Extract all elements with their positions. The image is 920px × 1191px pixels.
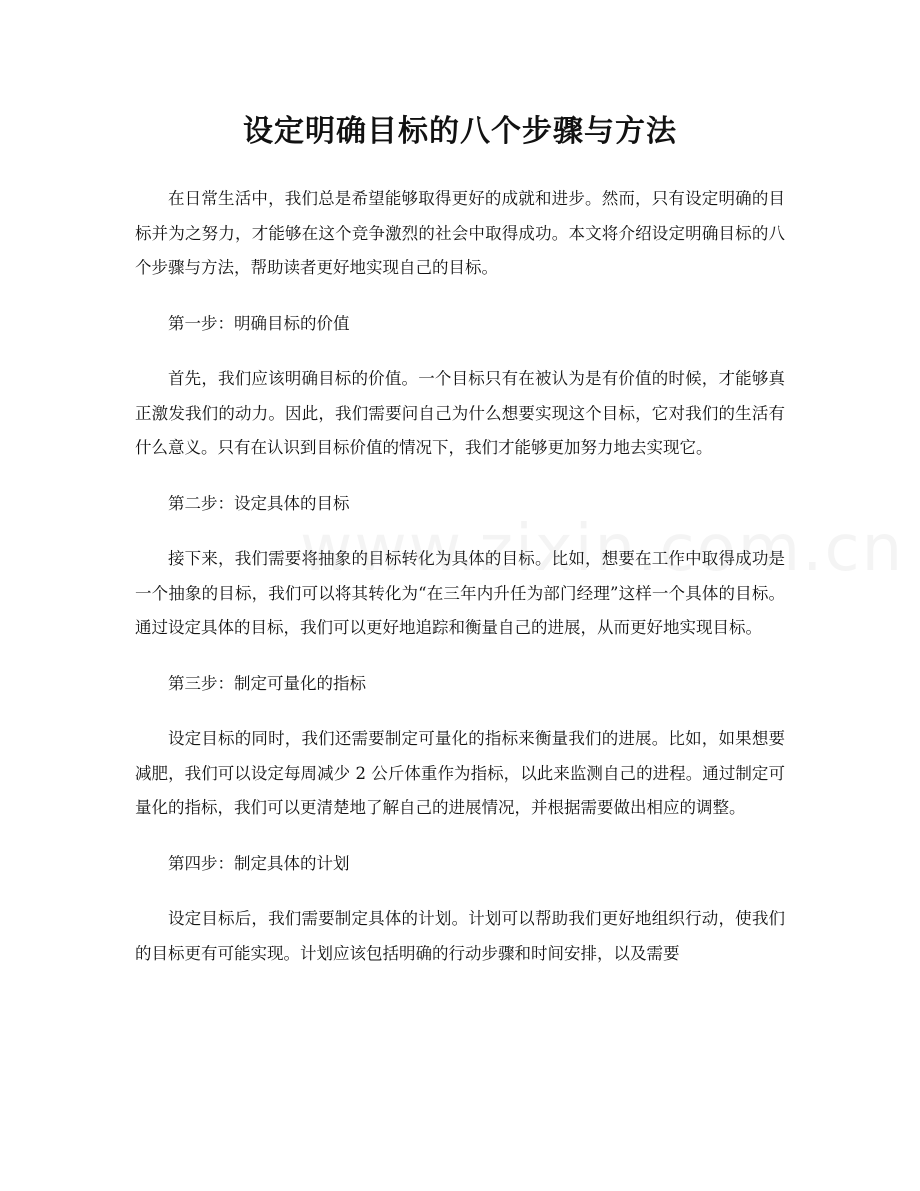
- document-body: [135, 182, 785, 992]
- step-2-paragraph: 接下来，我们需要将抽象的目标转化为具体的目标。比如，想要在工作中取得成功是一个抽象的目标，我们可以将其转化为“在三年内升任为部门经理”这样一个具体的目标。通过设定具体的目标，我们可以更好地追踪和衡量自己的进展，从而更好地实现目标。: [135, 549, 785, 637]
- step-3-paragraph: 设定目标的同时，我们还需要制定可量化的指标来衡量我们的进展。比如，如果想要减肥，我们可以设定每周减少 2 公斤体重作为指标，以此来监测自己的进程。通过制定可量化的指标，我们可以更清楚地了解自己的进展情况，并根据需要做出相应的调整。: [135, 729, 785, 817]
- page-title: 设定明确目标的八个步骤与方法: [243, 114, 677, 149]
- intro-paragraph: 在日常生活中，我们总是希望能够取得更好的成就和进步。然而，只有设定明确的目标并为之努力，才能够在这个竞争激烈的社会中取得成功。本文将介绍设定明确目标的八个步骤与方法，帮助读者更好地实现自己的目标。: [135, 189, 785, 277]
- step-3-heading: 第三步：制定可量化的指标: [168, 673, 366, 693]
- step-1-paragraph: 首先，我们应该明确目标的价值。一个目标只有在被认为是有价值的时候，才能够真正激发我们的动力。因此，我们需要问自己为什么想要实现这个目标，它对我们的生活有什么意义。只有在认识到目标价值的情况下，我们才能够更加努力地去实现它。: [135, 369, 785, 457]
- step-4-heading: 第四步：制定具体的计划: [168, 853, 350, 873]
- step-2-heading: 第二步：设定具体的目标: [168, 493, 350, 513]
- step-4-paragraph: 设定目标后，我们需要制定具体的计划。计划可以帮助我们更好地组织行动，使我们的目标更有可能实现。计划应该包括明确的行动步骤和时间安排，以及需要: [135, 909, 785, 963]
- step-1-heading: 第一步：明确目标的价值: [168, 313, 350, 333]
